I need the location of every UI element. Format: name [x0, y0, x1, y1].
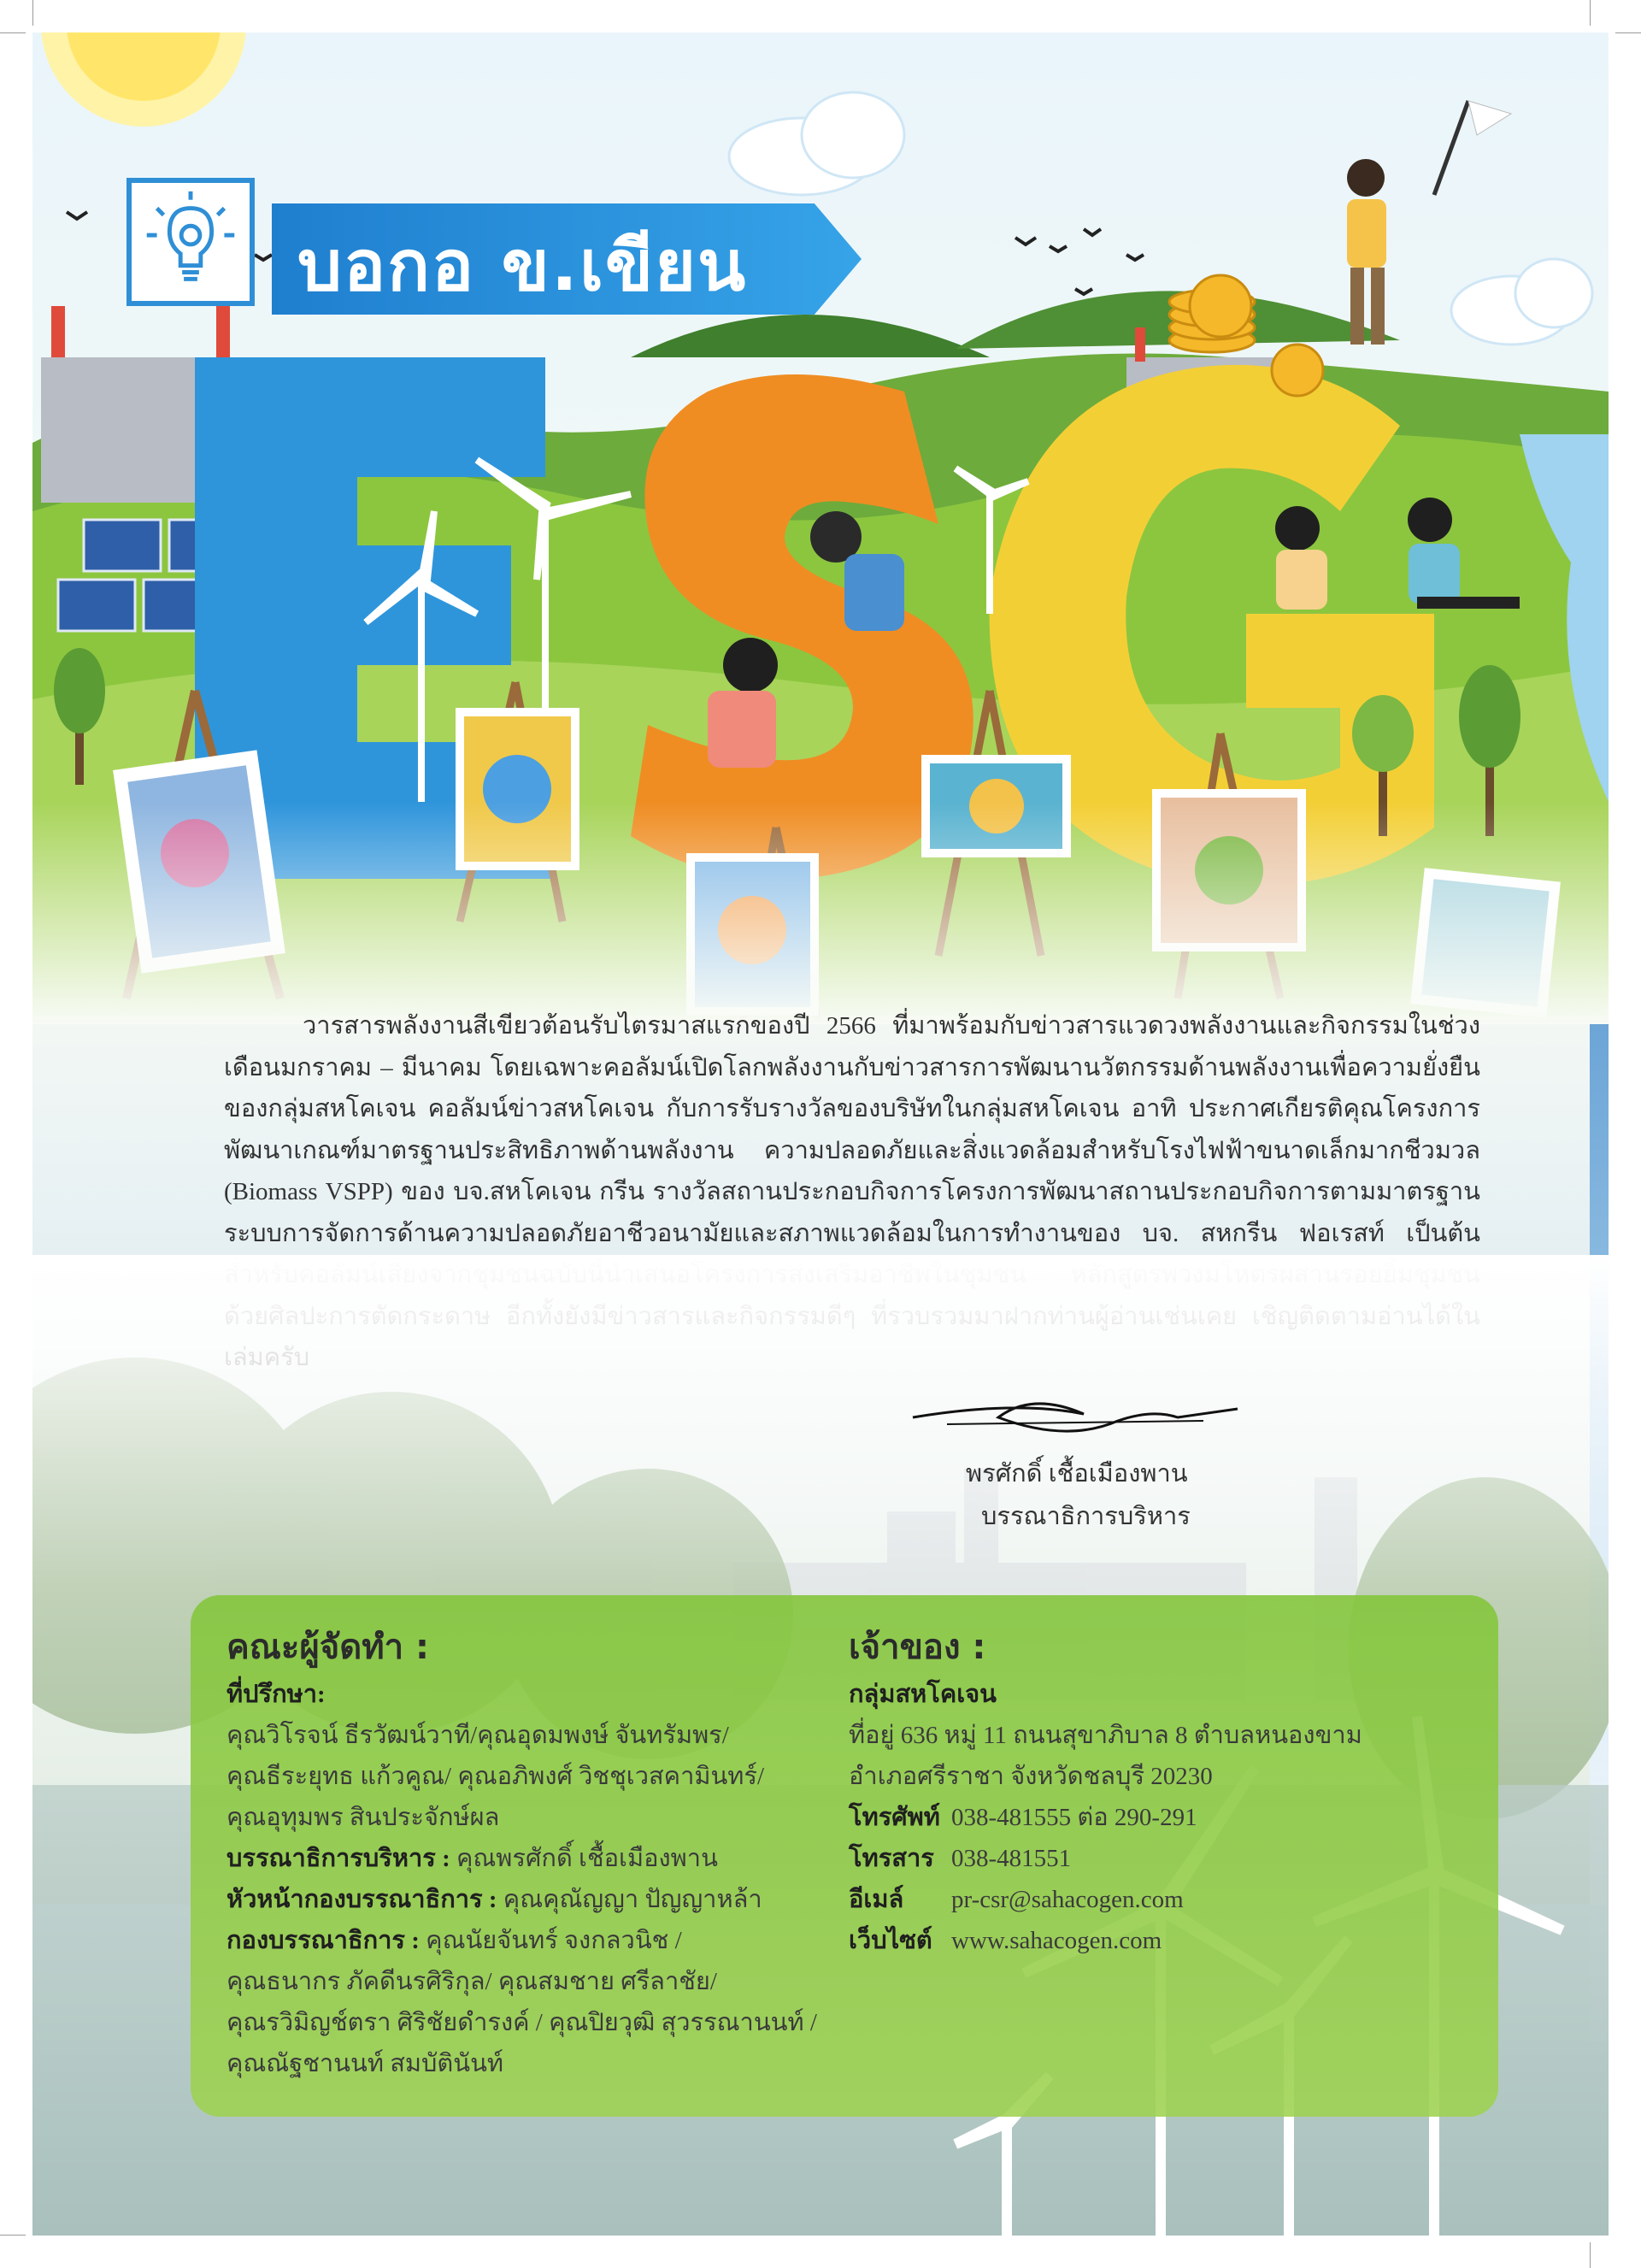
exec-editor-label: บรรณาธิการบริหาร :	[226, 1845, 450, 1872]
advisor-line: คุณอุทุมพร สินประจักษ์ผล	[226, 1804, 500, 1831]
owner-column	[849, 1623, 1464, 1961]
intro-paragraph: วารสารพลังงานสีเขียวต้อนรับไตรมาสแรกของปี 2566 ที่มาพร้อมกับข่าวสารแวดวงพลังงานและกิจกรรมในช่วงเดือนมกราคม – มีนาคม โดยเฉพาะคอลัมน์เปิดโลกพลังงานกับข่าวสารการพัฒนานวัตกรรมด้านพลังงานเพื่อความยั่งยืนของกลุ่มสหโคเจน คอลัมน์ข่าวสหโคเจน กับการรับรางวัลของบริษัทในกลุ่มสหโคเจน อาทิ ประกาศเกียรติคุณโครงการพัฒนาเกณฑ์มาตรฐานประสิทธิภาพด้านพลังงาน ความปลอดภัยและสิ่งแวดล้อมสำหรับโรงไฟฟ้าขนาดเล็กมากชีวมวล (Biomass VSPP) ของ บจ.สหโคเจน กรีน รางวัลสถานประกอบกิจการโครงการพัฒนาสถานประกอบกิจการตามมาตรฐานระบบการจัดการด้านความปลอดภัยอาชีวอนามัยและสภาพแวดล้อมในการทำงานของ บจ. สหกรีน ฟอเรสท์ เป็นต้น	[224, 1012, 1480, 1247]
chief-editor-row	[226, 1879, 876, 1920]
editorial-line: คุณรวิมิญช์ตรา ศิริชัยดำรงค์ / คุณปิยวุฒิ สุวรรณานนท์ /	[226, 2009, 817, 2036]
crop-mark	[1590, 0, 1591, 26]
address-line: ที่อยู่ 636 หมู่ 11 ถนนสุขาภิบาล 8 ตำบลหนองขาม	[849, 1722, 1362, 1749]
email-row	[849, 1879, 1464, 1920]
fax-value: 038-481551	[951, 1845, 1072, 1872]
phone-label: โทรศัพท์	[849, 1804, 940, 1831]
exec-editor-row	[226, 1838, 876, 1879]
advisor-label: ที่ปรึกษา:	[226, 1681, 326, 1708]
advisor-line: คุณธีระยุทธ แก้วคูณ/ คุณอภิพงศ์ วิชชุเวสคามินทร์/	[226, 1763, 765, 1790]
editorial-line: คุณนัยจันทร์ จงกลวนิช /	[426, 1927, 682, 1954]
editorial-line: คุณธนากร ภัคดีนรศิริกุล/ คุณสมชาย ศรีลาชัย/	[226, 1968, 717, 1995]
lightbulb-gear-icon	[126, 178, 255, 306]
staff-column	[226, 1623, 876, 2084]
magazine-page	[32, 32, 1609, 2236]
fax-row	[849, 1838, 1464, 1879]
exec-editor-name: คุณพรศักดิ์ เชื้อเมืองพาน	[456, 1845, 718, 1872]
phone-value: 038-481555 ต่อ 290-291	[951, 1804, 1197, 1831]
editorial-label: กองบรรณาธิการ :	[226, 1927, 420, 1954]
crop-mark	[1590, 2242, 1591, 2268]
editorial-row	[226, 1920, 876, 1961]
crop-mark	[32, 0, 33, 26]
staff-heading: คณะผู้จัดทำ :	[226, 1628, 429, 1667]
owner-heading: เจ้าของ :	[849, 1628, 986, 1667]
owner-org: กลุ่มสหโคเจน	[849, 1681, 997, 1708]
advisor-line: คุณวิโรจน์ ธีรวัฒน์วาที/คุณอุดมพงษ์ จันทรัมพร/	[226, 1722, 729, 1749]
website-link[interactable]: www.sahacogen.com	[951, 1927, 1162, 1954]
editor-position: บรรณาธิการบริหาร	[981, 1503, 1191, 1530]
phone-row	[849, 1797, 1464, 1838]
crop-mark	[0, 32, 26, 33]
crop-mark	[1615, 32, 1641, 33]
editor-name: พรศักดิ์ เชื้อเมืองพาน	[966, 1460, 1188, 1487]
website-label: เว็บไซต์	[849, 1927, 932, 1954]
email-label: อีเมล์	[849, 1886, 904, 1913]
column-header	[92, 144, 947, 340]
column-title: บอกอ ข.เขียน	[297, 226, 748, 307]
fax-label: โทรสาร	[849, 1845, 934, 1872]
editorial-line: คุณณัฐชานนท์ สมบัตินันท์	[226, 2050, 504, 2077]
crop-mark	[0, 2235, 26, 2236]
editor-signature	[896, 1383, 1255, 1452]
chief-editor-name: คุณคุณัญญา ปัญญาหล้า	[503, 1886, 762, 1913]
address-line: อำเภอศรีราชา จังหวัดชลบุรี 20230	[849, 1763, 1213, 1790]
website-row	[849, 1920, 1464, 1961]
chief-editor-label: หัวหน้ากองบรรณาธิการ :	[226, 1886, 497, 1913]
email-link[interactable]: pr-csr@sahacogen.com	[951, 1886, 1184, 1913]
